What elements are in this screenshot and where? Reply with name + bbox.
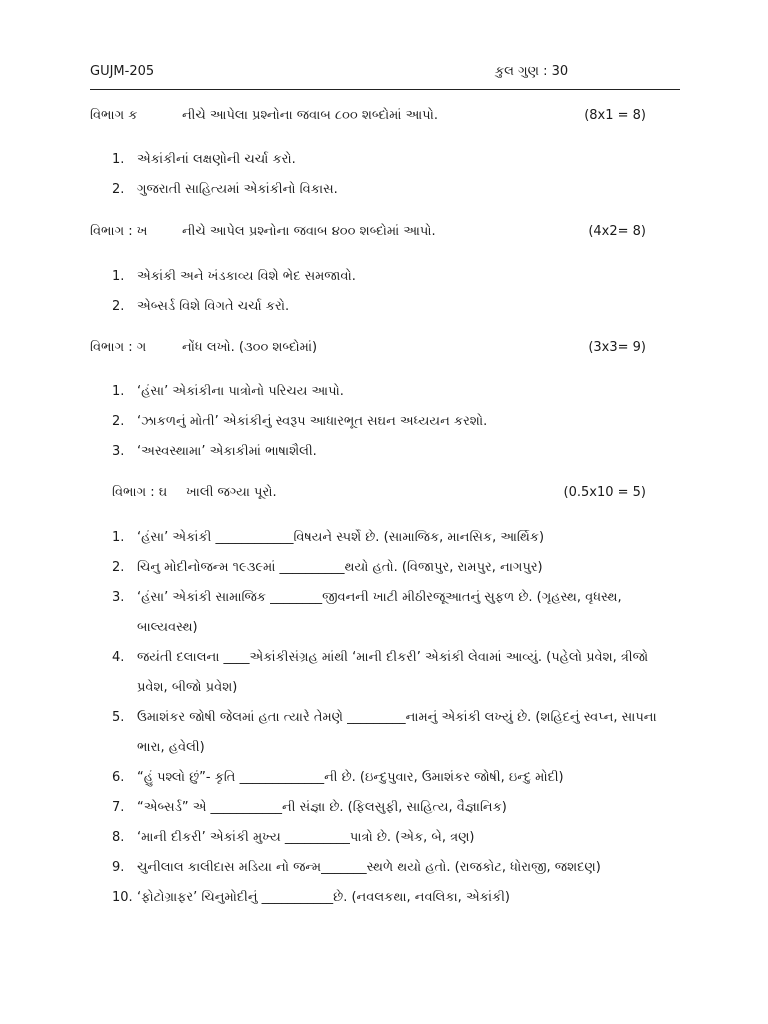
section-a-questions — [112, 145, 692, 205]
section-d-heading — [90, 485, 680, 507]
list-item: 2. ગુજરાતી સાહિત્યમાં એકાંકીનો વિકાસ. — [112, 182, 338, 197]
section-c-heading — [90, 340, 680, 362]
section-label: વિભાગ : ગ — [90, 340, 147, 355]
section-b-heading — [90, 224, 680, 246]
section-instruction: નોંધ લખો. (૩૦૦ શબ્દોમાં) — [182, 340, 318, 355]
list-item: 5. ઉમાશંકર જોષી જેલમાં હતા ત્યારે તેમણે _________નામનું એકાંકી લખ્યું છે. (શહિદનું સ્વપ્ન, સાપના ભારા, હવેલી) — [112, 710, 657, 755]
section-c-questions — [112, 377, 692, 467]
list-item: 3. ‘અસ્વસ્થામા’ એકાકીમાં ભાષાશૈલી. — [112, 444, 317, 459]
paper-header — [90, 62, 680, 88]
section-label: વિભાગ : ઘ — [112, 485, 168, 500]
section-instruction: નીચે આપેલા પ્રશ્નોના જવાબ ૮૦૦ શબ્દોમાં આપો. — [182, 108, 438, 123]
section-instruction: ખાલી જગ્યા પૂરો. — [186, 485, 277, 500]
list-item: 10. ‘ફોટોગ્રાફર’ ચિનુમોદીનું ___________છે. (નવલકથા, નવલિકા, એકાંકી) — [112, 890, 510, 905]
section-points: (3x3= 9) — [588, 340, 646, 355]
list-item: 7. “એબ્સર્ડ” એ ___________ની સંજ્ઞા છે. (ફિલસુફી, સાહિત્ય, વૈજ્ઞાનિક) — [112, 800, 507, 815]
section-instruction: નીચે આપેલ પ્રશ્નોના જવાબ ૪૦૦ શબ્દોમાં આપો. — [182, 224, 436, 239]
total-marks: કુલ ગુણ : 30 — [495, 64, 569, 79]
list-item: 2. એબ્સર્ડ વિશે વિગતે ચર્ચા કરો. — [112, 299, 290, 314]
list-item: 8. ‘માની દીકરી’ એકાંકી મુખ્ય __________પાત્રો છે. (એક, બે, ત્રણ) — [112, 830, 475, 845]
section-label: વિભાગ : ખ — [90, 224, 148, 239]
list-item: 1. ‘હંસા’ એકાંકી ____________વિષયને સ્પર્શે છે. (સામાજિક, માનસિક, આર્થિક) — [112, 530, 545, 545]
section-points: (4x2= 8) — [588, 224, 646, 239]
list-item: 9. ચુનીલાલ કાલીદાસ મડિયા નો જન્મ_______સ્થળે થયો હતો. (રાજકોટ, ધોરાજી, જશદણ) — [112, 860, 601, 875]
section-points: (8x1 = 8) — [584, 108, 646, 123]
list-item: 1. એકાંકીનાં લક્ષણોની ચર્ચા કરો. — [112, 152, 296, 167]
section-a-heading — [90, 108, 680, 130]
section-label: વિભાગ ક — [90, 108, 138, 123]
list-item: 2. ‘ઝાકળનું મોતી’ એકાંકીનું સ્વરૂપ આધારભૂત સઘન અધ્યયન કરશો. — [112, 414, 488, 429]
section-points: (0.5x10 = 5) — [563, 485, 646, 500]
course-code: GUJM-205 — [90, 64, 155, 79]
section-d-questions — [112, 523, 672, 913]
section-b-questions — [112, 262, 692, 322]
list-item: 4. જયંતી દલાલના ____એકાંકીસંગ્રહ માંથી ‘માની દીકરી’ એકાંકી લેવામાં આવ્યું. (પહેલો પ્રવેશ, ત્રીજો પ્રવેશ, બીજો પ્રવેશ) — [112, 650, 649, 695]
header-divider — [90, 89, 680, 90]
list-item: 1. એકાંકી અને ખંડકાવ્ય વિશે ભેદ સમજાવો. — [112, 269, 356, 284]
list-item: 1. ‘હંસા’ એકાંકીના પાત્રોનો પરિચય આપો. — [112, 384, 344, 399]
list-item: 2. ચિનુ મોદીનોજન્મ ૧૯૩૯માં __________થયો હતો. (વિજાપુર, રામપુર, નાગપુર) — [112, 560, 543, 575]
list-item: 6. “હું પશ્લો છું”- કૃતિ _____________ની છે. (ઇન્દુપુવાર, ઉમાશંકર જોષી, ઇન્દુ મોદી) — [112, 770, 564, 785]
list-item: 3. ‘હંસા’ એકાંકી સામાજિક ________જીવનની ખાટી મીઠીરજૂઆતનું સુફળ છે. (ગૃહસ્થ, વૃધસ્થ, બાલ્યવસ્થ) — [112, 590, 622, 635]
